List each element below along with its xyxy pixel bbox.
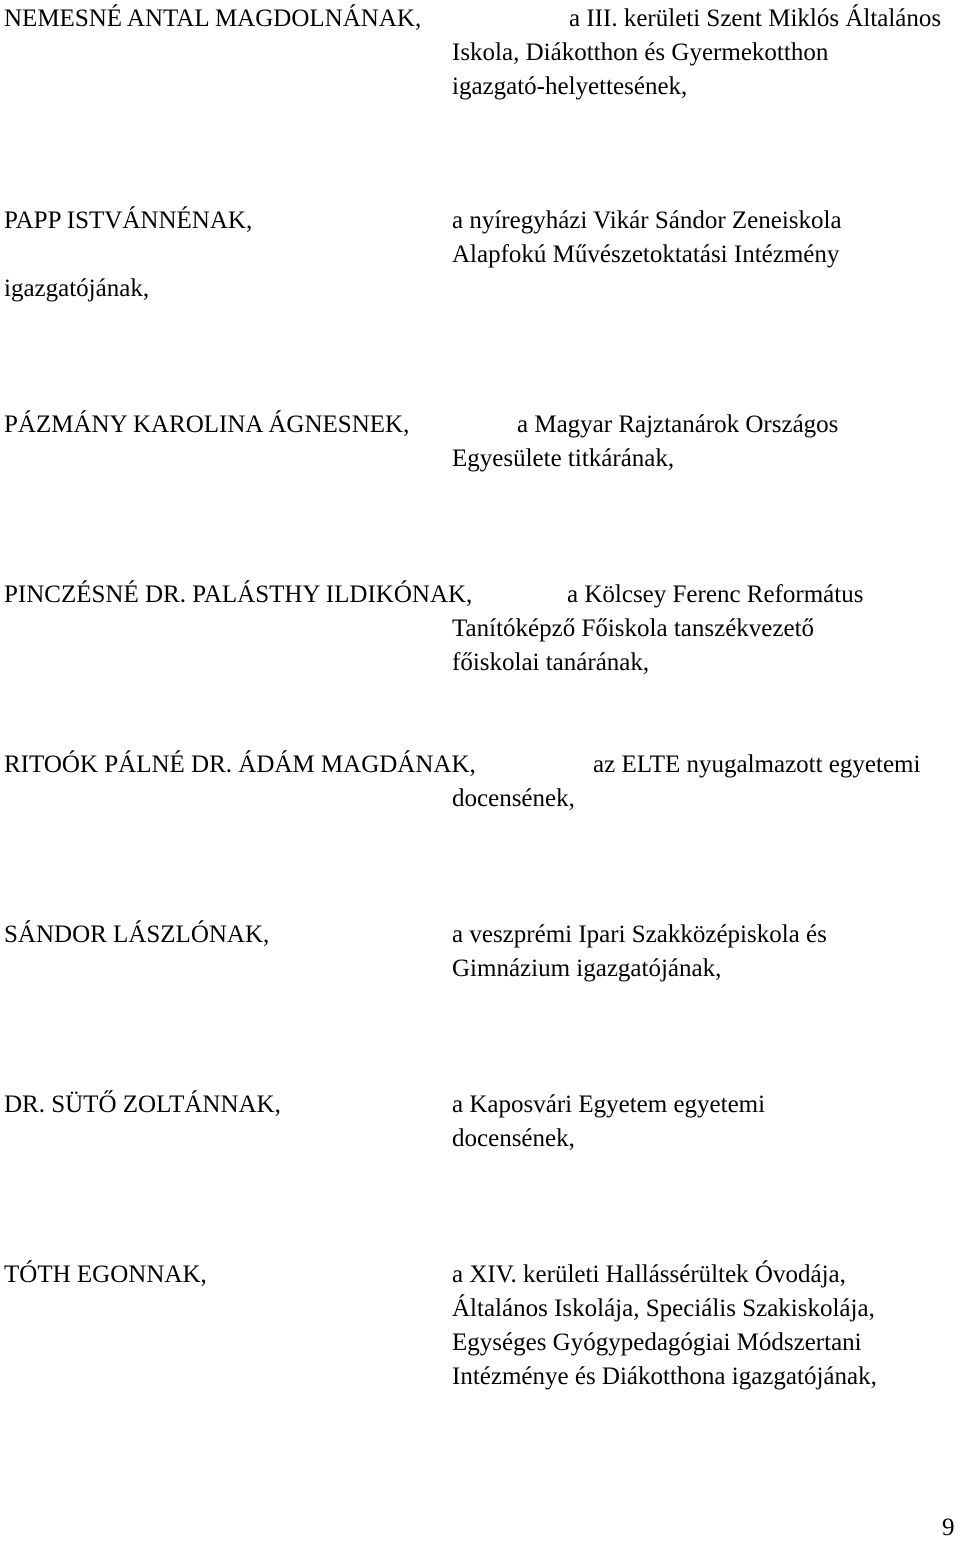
entry-description-line: Egyesülete titkárának, [452, 445, 675, 472]
entry-name: PINCZÉSNÉ DR. PALÁSTHY ILDIKÓNAK, [4, 581, 473, 608]
entry-description-line: Intézménye és Diákotthona igazgatójának, [452, 1363, 877, 1390]
entry-description-line: Egységes Gyógypedagógiai Módszertani [452, 1329, 862, 1356]
entry-name: NEMESNÉ ANTAL MAGDOLNÁNAK, [4, 5, 422, 32]
entry-description-line: igazgatójának, [4, 275, 150, 302]
entry-name: PÁZMÁNY KAROLINA ÁGNESNEK, [4, 411, 410, 438]
entry-name: RITOÓK PÁLNÉ DR. ÁDÁM MAGDÁNAK, [4, 751, 476, 778]
entry-description-line: docensének, [452, 785, 575, 812]
entry-description-line: Alapfokú Művészetoktatási Intézmény [452, 241, 840, 268]
entry-description-line: Gimnázium igazgatójának, [452, 955, 722, 982]
entry-description-line: a Magyar Rajztanárok Országos [517, 411, 839, 438]
entry-description-line: Iskola, Diákotthon és Gyermekotthon [452, 39, 829, 66]
entry-description-line: a XIV. kerületi Hallássérültek Óvodája, [452, 1261, 846, 1288]
page-number: 9 [942, 1514, 955, 1541]
entry-description-line: a III. kerületi Szent Miklós Általános [569, 5, 942, 32]
entry-description-line: igazgató-helyettesének, [452, 73, 688, 100]
entry-description-line: docensének, [452, 1125, 575, 1152]
entry-description-line: a Kaposvári Egyetem egyetemi [452, 1091, 766, 1118]
entry-description-line: a nyíregyházi Vikár Sándor Zeneiskola [452, 207, 842, 234]
entry-name: TÓTH EGONNAK, [4, 1261, 207, 1288]
entry-description-line: az ELTE nyugalmazott egyetemi [593, 751, 921, 778]
entry-name: PAPP ISTVÁNNÉNAK, [4, 207, 253, 234]
entry-name: DR. SÜTŐ ZOLTÁNNAK, [4, 1091, 281, 1118]
entry-description-line: a Kölcsey Ferenc Református [567, 581, 864, 608]
entry-description-line: Általános Iskolája, Speciális Szakiskolája, [452, 1295, 875, 1322]
entry-description-line: főiskolai tanárának, [452, 649, 650, 676]
entry-name: SÁNDOR LÁSZLÓNAK, [4, 921, 270, 948]
entry-description-line: Tanítóképző Főiskola tanszékvezető [452, 615, 815, 642]
entry-description-line: a veszprémi Ipari Szakközépiskola és [452, 921, 827, 948]
